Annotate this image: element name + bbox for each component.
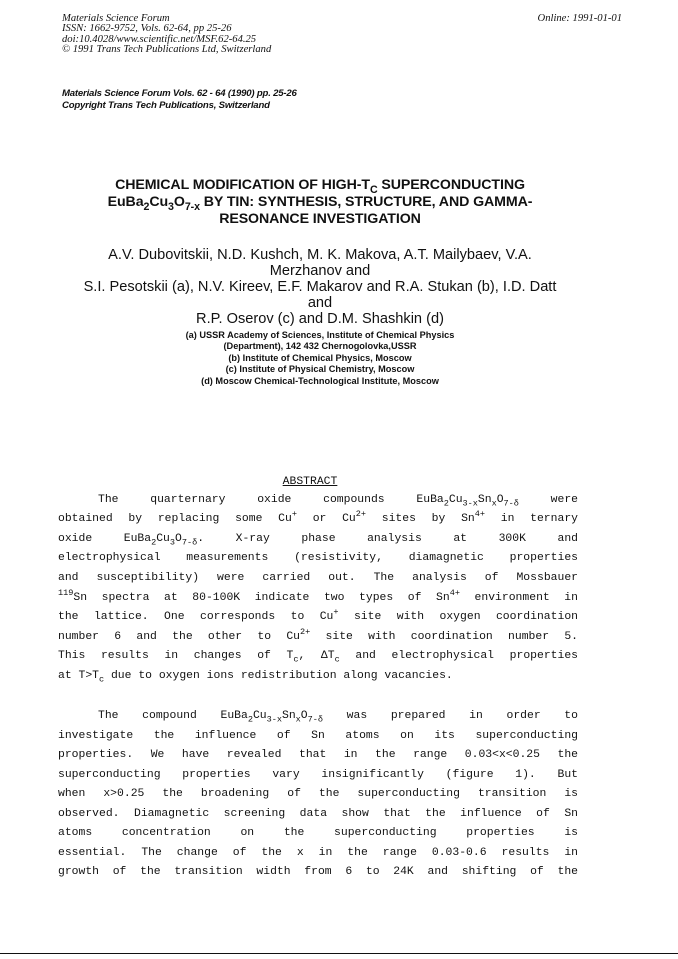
affiliation-line: (a) USSR Academy of Sciences, Institute of Chemical Physics xyxy=(185,330,455,340)
abstract-line-7: the lattice. One corresponds to Cu+ site with oxygen coordination xyxy=(58,607,578,623)
author-line: Merzhanov and xyxy=(269,263,371,279)
journal-line: Materials Science Forum Vols. 62 - 64 (1990) pp. 25-26 xyxy=(62,88,297,99)
copyright-line: Copyright Trans Tech Publications, Switzerland xyxy=(62,99,270,111)
affiliation-line: (c) Institute of Physical Chemistry, Moscow xyxy=(225,364,415,375)
meta-line: © 1991 Trans Tech Publications Ltd, Switzerland xyxy=(62,44,272,56)
body-line-4: superconducting properties vary insignificantly (figure 1). But xyxy=(58,769,578,781)
affiliation-line: (Department), 142 432 Chernogolovka,USSR xyxy=(223,341,417,352)
body-line-6: observed. Diamagnetic screening data show that the influence of Sn xyxy=(58,808,578,820)
title-line-1: CHEMICAL MODIFICATION OF HIGH-$T_C$ SUPERCONDUCTING xyxy=(115,177,525,196)
paper-title xyxy=(40,177,600,228)
body-line-2: investigate the influence of Sn atoms on its superconducting xyxy=(58,730,578,742)
body-line-3: properties. We have revealed that in the range 0.03<x<0.25 the xyxy=(58,749,578,761)
abstract-line-3: oxide $EuBa_2Cu_3O_{7-\delta}$. X-ray phase analysis at 300K and xyxy=(58,533,578,548)
abstract-line-9: This results in changes of $T_c$, $\Delta T_c$ and electrophysical properties xyxy=(58,650,578,665)
title-line-2: $EuBa_2Cu_3O_{7-x}$ BY TIN: SYNTHESIS, STRUCTURE, AND GAMMA- xyxy=(107,194,533,213)
abstract-heading: ABSTRACT xyxy=(282,476,338,488)
meta-line: doi:10.4028/www.scientific.net/MSF.62-64.25 xyxy=(62,33,257,45)
meta-line: Materials Science Forum xyxy=(62,13,170,24)
abstract-line-2: obtained by replacing some Cu+ or $Cu^{2+}$ sites by $Sn^{4+}$ in ternary xyxy=(58,509,578,525)
author-line: S.I. Pesotskii (a), N.V. Kireev, E.F. Makarov and R.A. Stukan (b), I.D. Datt xyxy=(83,279,557,295)
affiliations xyxy=(30,330,610,387)
abstract-line-6: $^{119}$Sn spectra at 80-100K indicate two types of $Sn^{4+}$ environment in xyxy=(58,588,578,604)
body-line-8: essential. The change of the x in the range 0.03-0.6 results in xyxy=(58,847,578,859)
affiliation-line: (b) Institute of Chemical Physics, Moscow xyxy=(228,352,412,363)
abstract-line-1: The quarternary oxide compounds $EuBa_2Cu_{3-x}Sn_xO_{7-\delta}$ were xyxy=(98,494,578,509)
affiliation-line: (d) Moscow Chemical-Technological Institute, Moscow xyxy=(201,375,439,386)
body-line-5: when x>0.25 the broadening of the superconducting transition is xyxy=(58,788,578,800)
body-line-1: The compound $EuBa_2Cu_{3-x}Sn_xO_{7-\delta}$ was prepared in order to xyxy=(98,710,578,725)
author-line: and xyxy=(307,295,333,311)
body-line-7: atoms concentration on the superconducting properties is xyxy=(58,827,578,839)
abstract-line-5: and susceptibility) were carried out. The analysis of Mossbauer xyxy=(58,572,578,584)
author-list xyxy=(30,247,610,327)
author-line: A.V. Dubovitskii, N.D. Kushch, M. K. Makova, A.T. Mailybaev, V.A. xyxy=(108,247,532,263)
publication-metadata xyxy=(62,14,622,56)
page-bottom-rule xyxy=(0,953,678,954)
online-date: Online: 1991-01-01 xyxy=(537,13,622,24)
abstract-line-4: electrophysical measurements (resistivity, diamagnetic properties xyxy=(58,552,578,564)
abstract-line-8: number 6 and the other to $Cu^{2+}$ site with coordination number 5. xyxy=(58,627,578,643)
journal-citation xyxy=(62,88,297,112)
abstract-line-10: at $T>T_c$ due to oxygen ions redistribution along vacancies. xyxy=(58,670,453,685)
meta-line: ISSN: 1662-9752, Vols. 62-64, pp 25-26 xyxy=(62,23,232,35)
body-line-9: growth of the transition width from 6 to 24K and shifting of the xyxy=(58,866,578,878)
author-line: R.P. Oserov (c) and D.M. Shashkin (d) xyxy=(196,311,444,327)
title-line-3: RESONANCE INVESTIGATION xyxy=(219,211,421,227)
